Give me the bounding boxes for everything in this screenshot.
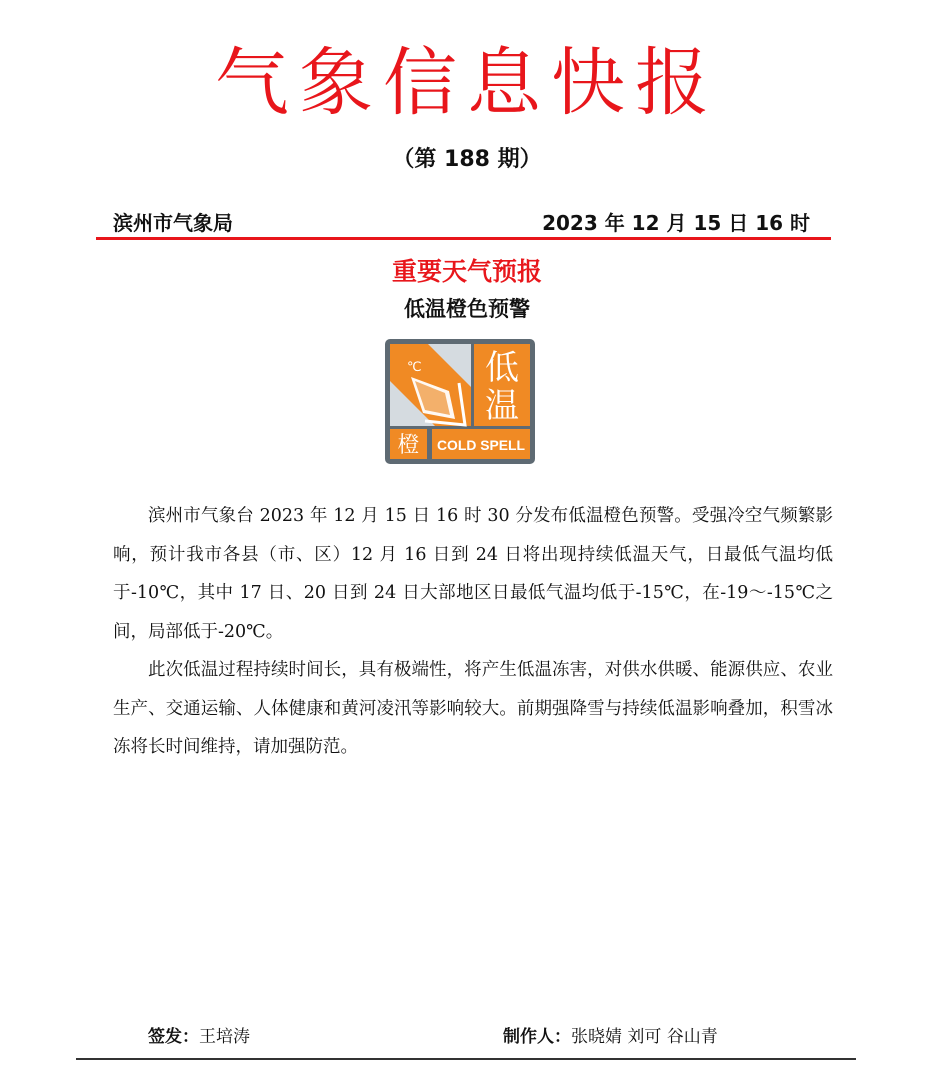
masthead-title: 气象信息快报 bbox=[215, 40, 719, 126]
issue-datetime: 2023 年 12 月 15 日 16 时 bbox=[542, 211, 810, 235]
badge-english-text: COLD SPELL bbox=[437, 437, 526, 453]
body-paragraph-2: 此次低温过程持续时间长，具有极端性，将产生低温冻害，对供水供暖、能源供应、农业生产、交通运输、人体健康和黄河凌汛等影响较大。前期强降雪与持续低温影响叠加，积雪冰冻将长时间维持，请加强防范。 bbox=[113, 660, 833, 757]
cold-spell-orange-warning-icon bbox=[385, 339, 535, 464]
author-names: 张晓婧 刘可 谷山青 bbox=[571, 1027, 718, 1047]
footer-divider bbox=[76, 1058, 856, 1060]
agency-name: 滨州市气象局 bbox=[113, 211, 233, 235]
warning-body bbox=[113, 497, 833, 767]
issuer-line bbox=[148, 1022, 250, 1047]
issuer-name: 王培涛 bbox=[199, 1027, 250, 1047]
badge-celsius-label: ℃ bbox=[407, 360, 422, 375]
warning-title: 低温橙色预警 bbox=[404, 297, 530, 321]
issue-number: （第 188 期） bbox=[392, 147, 542, 172]
body-paragraph-1: 滨州市气象台 2023 年 12 月 15 日 16 时 30 分发布低温橙色预警。受强冷空气频繁影响，预计我市各县（市、区）12 月 16 日到 24 日将出现持续低温天气，日最低气温均低于-10℃，其中 17 日、20 日到 24 日大部地区日最低气温均低于-15℃，在-19～-15℃之间，局部低于-20℃。 bbox=[113, 506, 833, 642]
issuer-label: 签发： bbox=[148, 1027, 199, 1047]
headline: 重要天气预报 bbox=[391, 257, 542, 286]
badge-char-bottom: 温 bbox=[485, 386, 519, 426]
badge-level-char: 橙 bbox=[397, 433, 420, 458]
header-divider bbox=[96, 237, 831, 240]
badge-char-top: 低 bbox=[485, 348, 519, 388]
author-label: 制作人： bbox=[503, 1027, 571, 1047]
author-line bbox=[503, 1022, 718, 1047]
